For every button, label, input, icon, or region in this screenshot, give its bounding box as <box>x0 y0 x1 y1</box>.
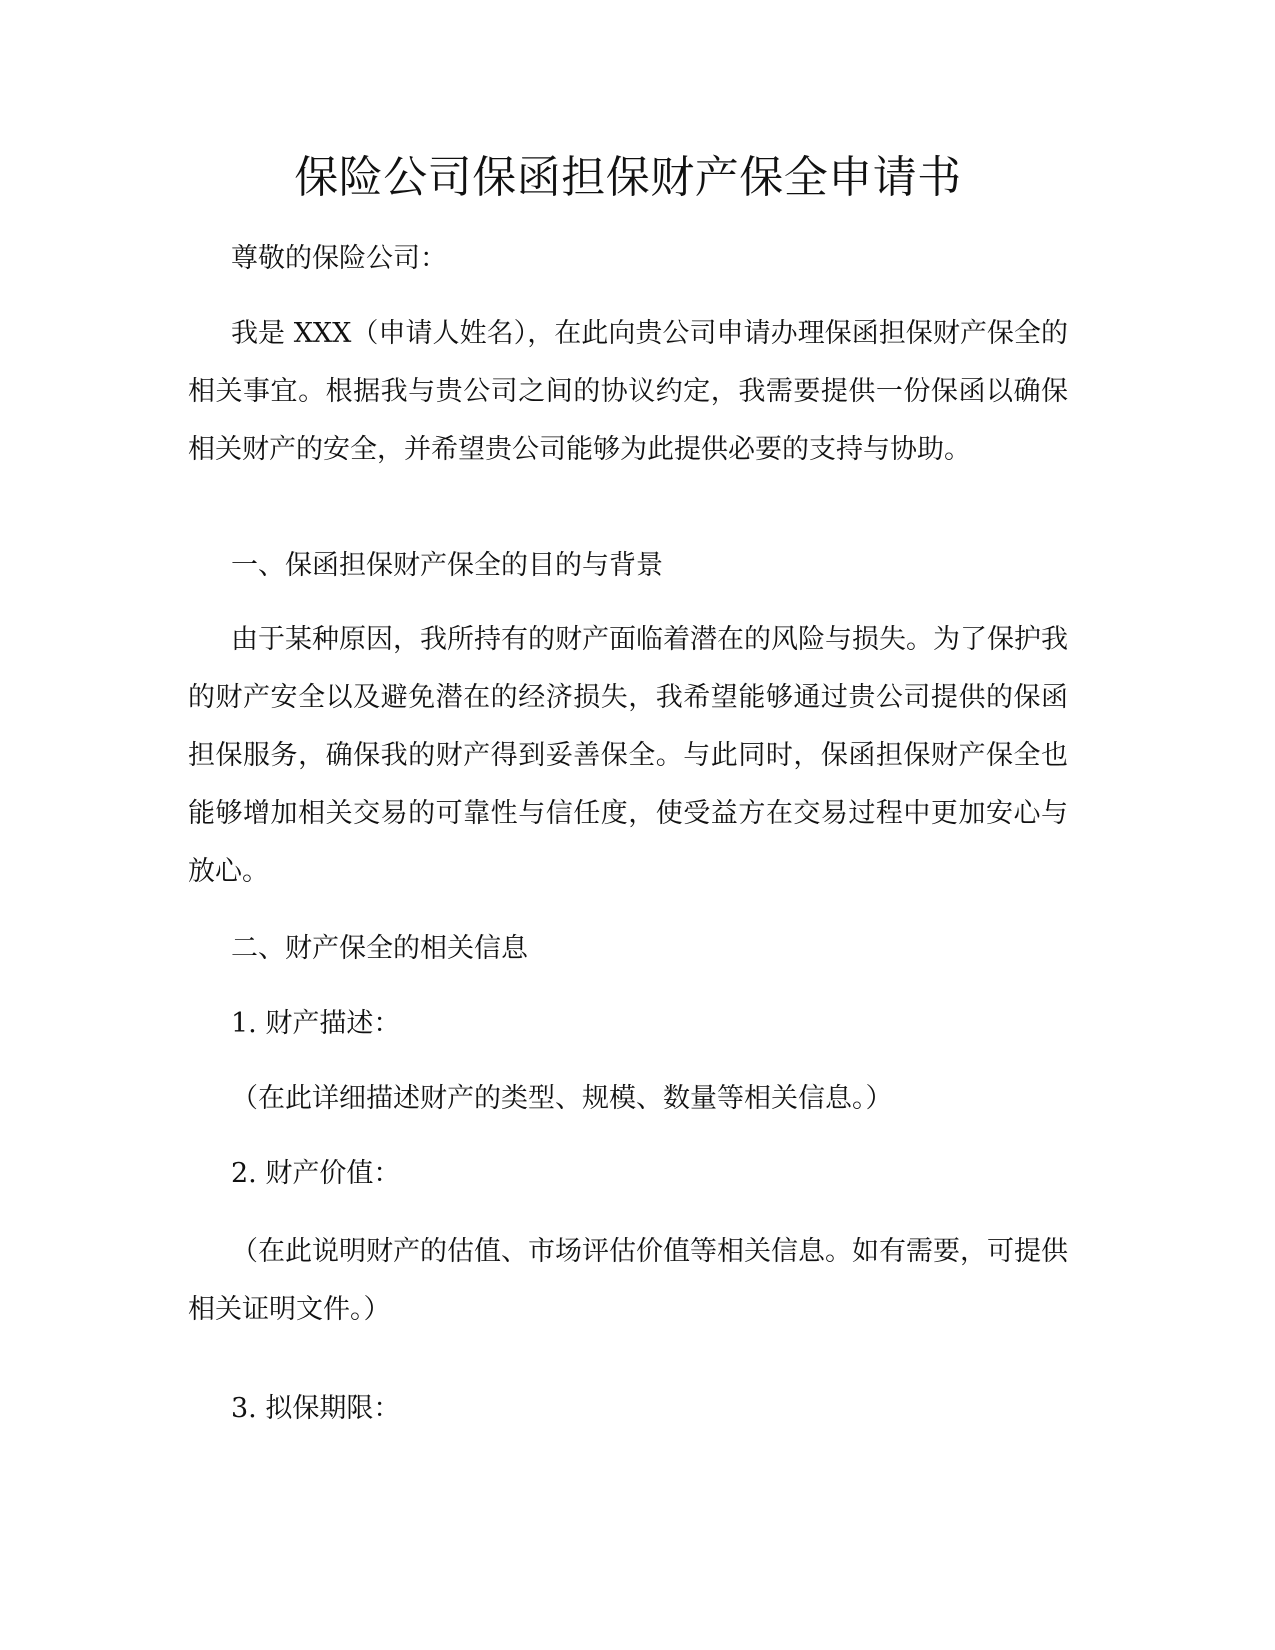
item-2-note: （在此说明财产的估值、市场评估价值等相关信息。如有需要，可提供相关证明文件。） <box>188 1236 1068 1325</box>
item-1-note: （在此详细描述财产的类型、规模、数量等相关信息。） <box>231 1083 893 1114</box>
item-2-label: 2. 财产价值： <box>231 1158 401 1189</box>
section-2-heading: 二、财产保全的相关信息 <box>231 933 528 964</box>
section-1-heading: 一、保函担保财产保全的目的与背景 <box>231 550 663 581</box>
item-1-label: 1. 财产描述： <box>231 1008 401 1039</box>
section-1-body: 由于某种原因，我所持有的财产面临着潜在的风险与损失。为了保护我的财产安全以及避免潜在的经济损失，我希望能够通过贵公司提供的保函担保服务，确保我的财产得到妥善保全。与此同时，保函担保财产保全也能够增加相关交易的可靠性与信任度，使受益方在交易过程中更加安心与放心。 <box>188 624 1068 887</box>
item-3-label: 3. 拟保期限： <box>231 1393 401 1424</box>
intro-paragraph: 我是 XXX（申请人姓名），在此向贵公司申请办理保函担保财产保全的相关事宜。根据我与贵公司之间的协议约定，我需要提供一份保函以确保相关财产的安全，并希望贵公司能够为此提供必要的支持与协助。 <box>188 318 1068 465</box>
document-title: 保险公司保函担保财产保全申请书 <box>294 152 962 203</box>
salutation: 尊敬的保险公司： <box>231 243 447 274</box>
